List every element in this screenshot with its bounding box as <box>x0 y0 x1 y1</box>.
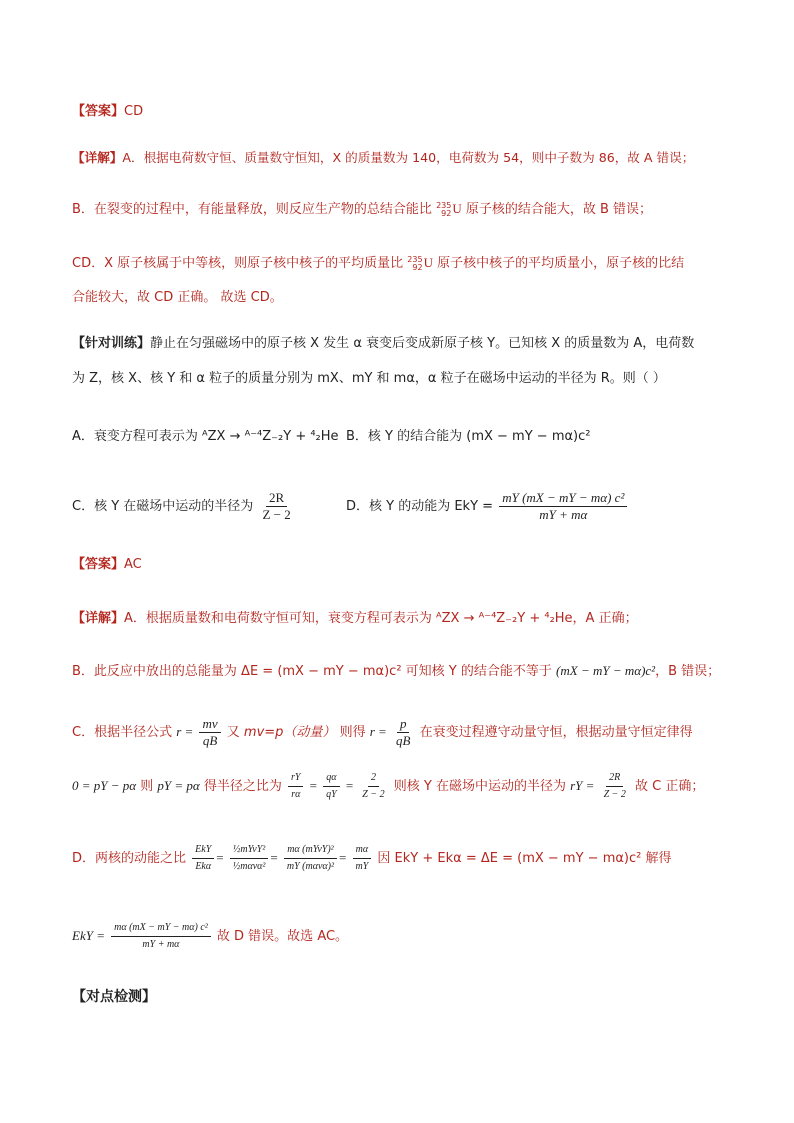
detail2-b-pre: B．此反应中放出的总能量为 ΔE = (mX − mY − mα)c² 可知核 Y 的结合能不等于 <box>72 664 552 679</box>
radius-fraction: $\frac{mv}{qB}$ <box>199 716 220 749</box>
detail-b-pre: B．在裂变的过程中，有能量释放，则反应生产物的总结合能比 <box>72 202 432 217</box>
charge-ratio: $\frac{q\alpha}{qY}$ <box>323 770 340 803</box>
detail2-c-line1 <box>72 716 693 749</box>
option-c <box>72 490 296 523</box>
training-line-2: 为 Z，核 X、核 Y 和 α 粒子的质量分别为 mX、mY 和 mα，α 粒子在磁场中运动的半径为 R。则（ ） <box>72 371 666 386</box>
uranium-isotope-numbers: 235 92 <box>407 254 423 272</box>
half-mv-ratio: $\frac{\text{½mYvY²}}{\text{½mαvα²}}$ <box>230 842 269 875</box>
detail-a <box>72 149 694 167</box>
detail-cd-pre: CD．X 原子核属于中等核，则原子核中核子的平均质量比 <box>72 256 404 271</box>
option-d-fraction: $\frac{\text{mY (mX − mY − mα) c²}}{mY + m\alpha}$ <box>499 490 627 523</box>
detail-cd <box>72 254 684 273</box>
energy-ratio: $\frac{\text{EkY}}{\text{Ekα}}$ <box>192 842 214 875</box>
training-label: 【针对训练】 <box>72 336 151 351</box>
mass-ratio: $\frac{m\alpha}{mY}$ <box>352 842 371 875</box>
detail2-d2-post: 故 D 错误。故选 AC。 <box>216 929 349 944</box>
detail2-b <box>72 662 720 681</box>
detail2-c-line2 <box>72 770 704 803</box>
detail2-d1-post: 因 EkY + Ekα = ΔE = (mX − mY − mα)c² 解得 <box>377 851 672 866</box>
detail2-c1-then: 则得 <box>339 725 366 740</box>
option-b: B．核 Y 的结合能为 (mX − mY − mα)c² <box>346 429 591 444</box>
answer-label: 【答案】 <box>72 104 125 119</box>
answer-label: 【答案】 <box>72 557 125 572</box>
detail-a-text: A．根据电荷数守恒、质量数守恒知，X 的质量数为 140，电荷数为 54，则中子数为 86，故 A 错误； <box>122 150 695 165</box>
eky-symbol: EkY = <box>72 928 105 943</box>
ry-fraction: $\frac{2R}{Z - 2}$ <box>603 772 626 800</box>
uranium-symbol: U <box>423 255 433 270</box>
eky-fraction: $\frac{\text{mα (mX − mY − mα) c²}}{mY + m\alpha}$ <box>111 920 211 953</box>
ry-symbol: rY = <box>570 778 595 793</box>
momentum-eq-1: 0 = pY − pα <box>72 778 137 793</box>
option-c-fraction: $\frac{2R}{Z - 2}$ <box>262 490 291 522</box>
detail2-c2-mid: 则核 Y 在磁场中运动的半径为 <box>393 779 566 794</box>
detail2-c1-mid: 又 <box>226 725 240 740</box>
detail2-c1-post: 在衰变过程遵守动量守恒，根据动量守恒定律得 <box>419 725 693 740</box>
momentum-ratio: $\frac{\text{mα (mYvY)²}}{\text{mY (mαvα)²}}$ <box>284 842 337 875</box>
uranium-isotope-numbers: 235 92 <box>436 200 452 218</box>
option-c-text: C．核 Y 在磁场中运动的半径为 <box>72 499 254 514</box>
answer-value: AC <box>124 557 142 572</box>
radius-fraction-2: $\frac{p}{qB}$ <box>395 716 411 748</box>
detail-b-post: 原子核的结合能大，故 B 错误； <box>465 202 653 217</box>
option-d-text: D．核 Y 的动能为 EkY = <box>346 499 494 514</box>
detail2-d-line2 <box>72 920 348 953</box>
equals-sign: = <box>345 778 354 793</box>
detail2-c2-then: 则 <box>140 779 154 794</box>
number-ratio: $\frac{2}{Z - 2}$ <box>362 772 385 800</box>
section-title: 【对点检测】 <box>72 989 156 1005</box>
momentum-definition: mv=p（动量） <box>243 725 336 740</box>
detail2-c2-ratio: 得半径之比为 <box>203 779 282 794</box>
detail2-c2-post: 故 C 正确； <box>635 779 705 794</box>
option-d <box>346 490 629 523</box>
detail2-a <box>72 610 638 628</box>
detail2-c1-pre: C．根据半径公式 <box>72 725 173 740</box>
detail-label: 【详解】 <box>72 611 125 626</box>
detail-b <box>72 200 652 219</box>
detail-cd-line2: 合能较大，故 CD 正确。 故选 CD。 <box>72 290 283 305</box>
radius-symbol-2: r = <box>369 724 387 739</box>
radius-symbol: r = <box>176 724 194 739</box>
answer-line-1 <box>72 103 143 121</box>
detail2-d-line1: D．两核的动能之比 $\frac{\text{EkY}}{\text{Ekα}}$ = $\frac{\text{½mYvY²}}{\text{½mαvα²}}$ = $\frac{\text{mα (mYvY)²}}{\text{mY (mαvα)²}}$ = $\frac{m\alpha}{mY}$ 因 EkY + Ekα = ΔE = (mX − mY − mα)c² 解得 <box>72 842 671 875</box>
detail2-d1-pre: D．两核的动能之比 <box>72 851 187 866</box>
uranium-symbol: U <box>452 201 462 216</box>
answer-line-2 <box>72 556 142 574</box>
answer-value: CD <box>124 104 144 119</box>
detail-cd-post: 原子核中核子的平均质量小，原子核的比结 <box>437 256 685 271</box>
detail-label: 【详解】 <box>72 150 123 165</box>
option-a: A．衰变方程可表示为 ᴬZX → ᴬ⁻⁴Z₋₂Y + ⁴₂He <box>72 429 339 444</box>
detail2-b-post: ，B 错误； <box>655 664 721 679</box>
momentum-eq-2: pY = pα <box>157 778 200 793</box>
detail2-a-text: A．根据质量数和电荷数守恒可知，衰变方程可表示为 ᴬZX → ᴬ⁻⁴Z₋₂Y + ⁴₂He，A 正确； <box>124 611 638 626</box>
training-line-1 <box>72 335 694 353</box>
training-text-1: 静止在匀强磁场中的原子核 X 发生 α 衰变后变成新原子核 Y。已知核 X 的质量数为 A，电荷数 <box>150 336 695 351</box>
detail2-b-formula: (mX − mY − mα)c² <box>556 663 656 678</box>
radius-ratio: $\frac{rY}{r\alpha}$ <box>288 770 303 803</box>
equals-sign: = <box>309 778 317 793</box>
